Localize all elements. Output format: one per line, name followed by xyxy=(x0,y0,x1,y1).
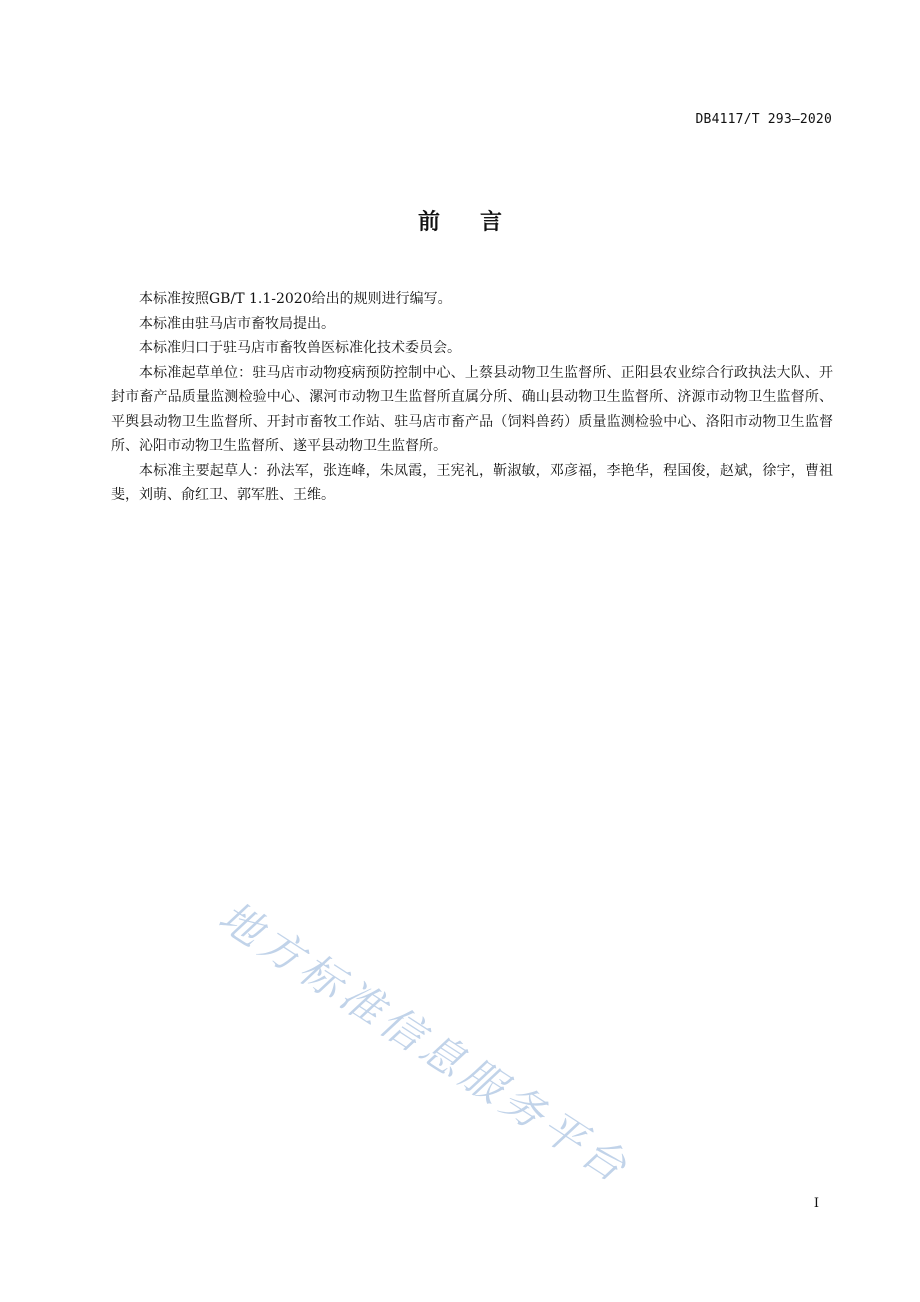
watermark: 地方标准信息服务平台 xyxy=(210,891,640,1195)
paragraph-drafting-units: 本标准起草单位：驻马店市动物疫病预防控制中心、上蔡县动物卫生监督所、正阳县农业综合行政执法大队、开封市畜产品质量监测检验中心、漯河市动物卫生监督所直属分所、确山县动物卫生监督所、济源市动物卫生监督所、平舆县动物卫生监督所、开封市畜牧工作站、驻马店市畜产品（饲料兽药）质量监测检验中心、洛阳市动物卫生监督所、沁阳市动物卫生监督所、遂平县动物卫生监督所。 xyxy=(111,364,833,454)
paragraph-proposer: 本标准由驻马店市畜牧局提出。 xyxy=(139,315,335,332)
page-number: I xyxy=(813,1196,819,1211)
paragraph-drafting-rules: 本标准按照GB/T 1.1-2020给出的规则进行编写。 xyxy=(139,291,452,307)
page-title: 前言 xyxy=(417,210,542,235)
document-code: DB4117/T 293—2020 xyxy=(695,112,832,127)
paragraph-administrator: 本标准归口于驻马店市畜牧兽医标准化技术委员会。 xyxy=(139,340,461,356)
foreword-body xyxy=(111,287,833,508)
paragraph-drafters: 本标准主要起草人：孙法军，张连峰，朱凤霞，王宪礼，靳淑敏，邓彦福，李艳华，程国俊，赵斌，徐宇，曹祖斐，刘萌、俞红卫、郭军胜、王维。 xyxy=(111,462,833,503)
